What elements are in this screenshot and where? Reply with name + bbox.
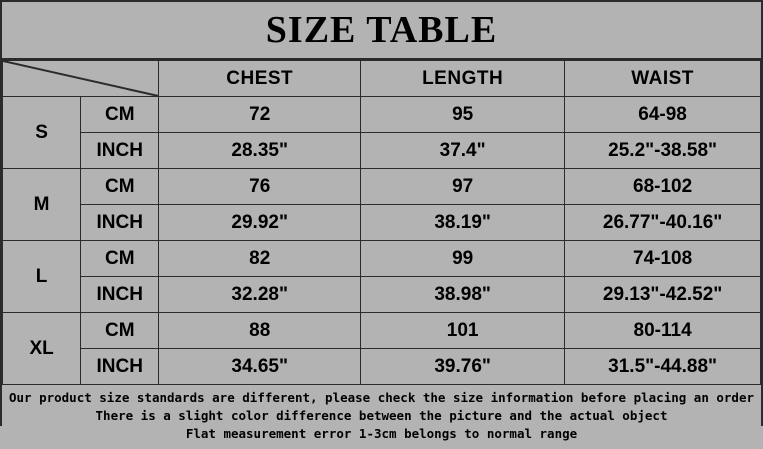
cell-chest: 28.35" (159, 133, 361, 169)
cell-chest: 82 (159, 241, 361, 277)
cell-waist: 31.5"-44.88" (565, 349, 761, 385)
cell-chest: 34.65" (159, 349, 361, 385)
table-row (3, 133, 761, 169)
cell-chest: 29.92" (159, 205, 361, 241)
unit-inch: INCH (81, 277, 159, 313)
size-label-xl: XL (3, 313, 81, 385)
table-row (3, 97, 761, 133)
unit-cm: CM (81, 241, 159, 277)
cell-length: 101 (361, 313, 565, 349)
footer-line-3: Flat measurement error 1-3cm belongs to normal range (185, 426, 578, 442)
header-waist: WAIST (565, 61, 761, 97)
cell-length: 38.98" (361, 277, 565, 313)
size-label-m: M (3, 169, 81, 241)
table-row (3, 277, 761, 313)
size-label-s: S (3, 97, 81, 169)
cell-waist: 29.13"-42.52" (565, 277, 761, 313)
cell-length: 99 (361, 241, 565, 277)
footer-line-1: Our product size standards are different, please check the size information before placing an order (8, 390, 755, 405)
header-chest: CHEST (159, 61, 361, 97)
cell-length: 37.4" (361, 133, 565, 169)
cell-waist: 68-102 (565, 169, 761, 205)
table-header-row (3, 61, 761, 97)
size-table (2, 60, 761, 385)
table-row (3, 205, 761, 241)
corner-diagonal-cell (3, 61, 159, 97)
table-row (3, 169, 761, 205)
footer-notes (2, 385, 761, 449)
unit-cm: CM (81, 97, 159, 133)
unit-inch: INCH (81, 205, 159, 241)
cell-length: 38.19" (361, 205, 565, 241)
cell-waist: 74-108 (565, 241, 761, 277)
footer-line-2: There is a slight color difference between the picture and the actual object (95, 408, 668, 424)
cell-chest: 88 (159, 313, 361, 349)
cell-waist: 80-114 (565, 313, 761, 349)
table-row (3, 241, 761, 277)
unit-inch: INCH (81, 349, 159, 385)
header-length: LENGTH (361, 61, 565, 97)
unit-cm: CM (81, 169, 159, 205)
cell-length: 39.76" (361, 349, 565, 385)
page-title: SIZE TABLE (2, 2, 761, 60)
cell-waist: 64-98 (565, 97, 761, 133)
cell-chest: 32.28" (159, 277, 361, 313)
table-row (3, 349, 761, 385)
diagonal-slash-icon (3, 61, 158, 96)
unit-cm: CM (81, 313, 159, 349)
cell-waist: 26.77"-40.16" (565, 205, 761, 241)
table-header (3, 61, 761, 97)
unit-inch: INCH (81, 133, 159, 169)
cell-length: 97 (361, 169, 565, 205)
cell-chest: 72 (159, 97, 361, 133)
table-body (3, 97, 761, 385)
cell-length: 95 (361, 97, 565, 133)
size-label-l: L (3, 241, 81, 313)
table-row (3, 313, 761, 349)
cell-waist: 25.2"-38.58" (565, 133, 761, 169)
cell-chest: 76 (159, 169, 361, 205)
